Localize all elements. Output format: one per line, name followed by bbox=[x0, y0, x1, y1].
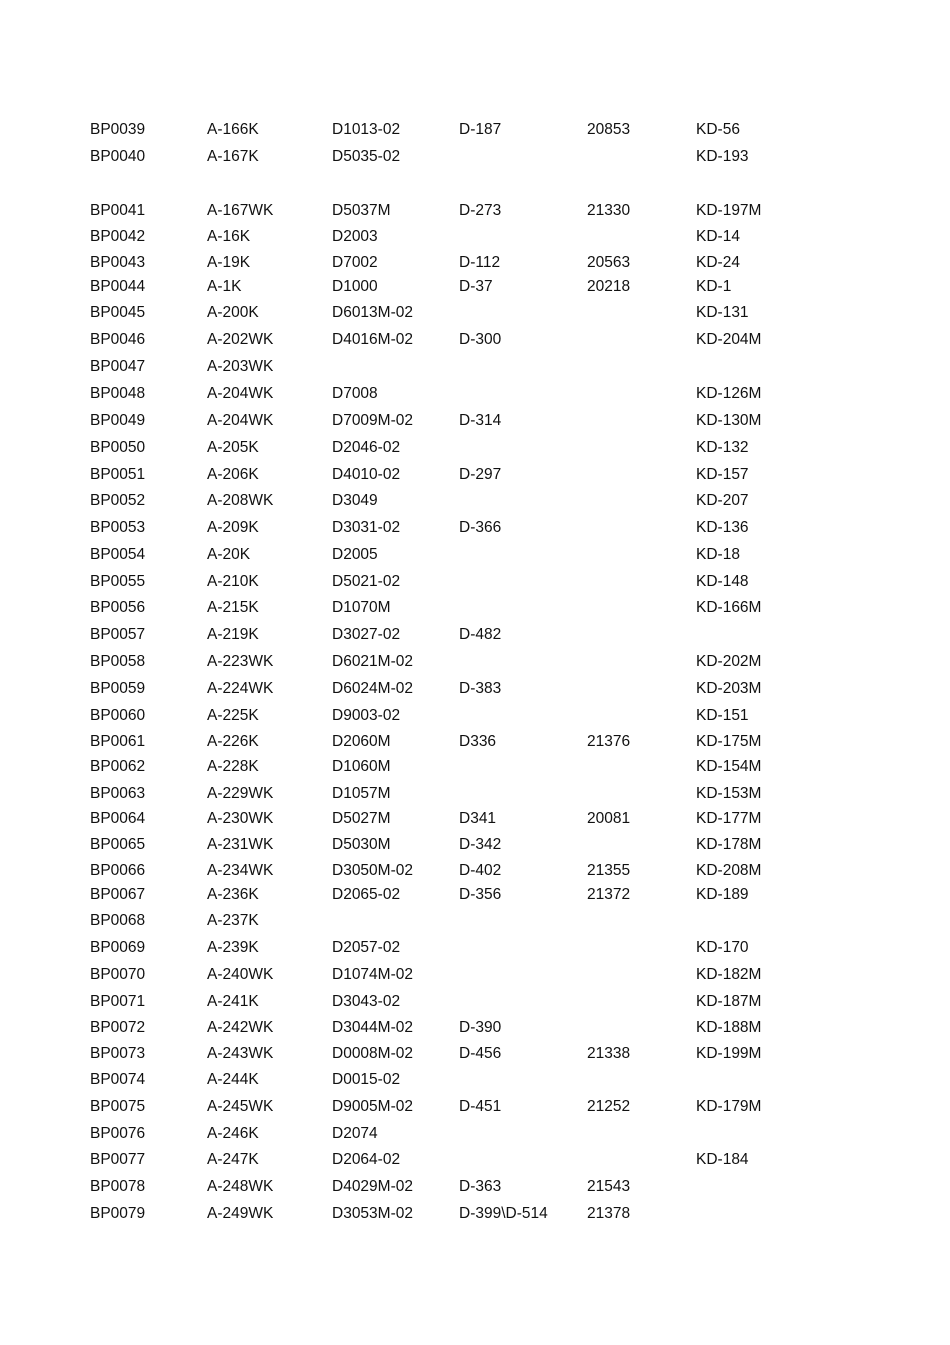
cell-d-code: D2074 bbox=[332, 1125, 378, 1142]
cell-part-number: BP0062 bbox=[90, 758, 146, 775]
cell-ref-number: 21543 bbox=[587, 1178, 631, 1195]
cell-part-number: BP0048 bbox=[90, 385, 146, 402]
cell-kd-code: KD-202M bbox=[696, 653, 762, 670]
cell-kd-code: KD-189 bbox=[696, 886, 749, 903]
table-row bbox=[0, 1123, 950, 1145]
table-row bbox=[0, 276, 950, 298]
cell-d-code: D7008 bbox=[332, 385, 378, 402]
cell-a-code: A-231WK bbox=[207, 836, 274, 853]
cell-a-code: A-202WK bbox=[207, 331, 274, 348]
cell-kd-code: KD-187M bbox=[696, 993, 762, 1010]
table-row bbox=[0, 119, 950, 141]
cell-d-code: D2060M bbox=[332, 733, 391, 750]
cell-kd-code: KD-126M bbox=[696, 385, 762, 402]
cell-a-code: A-248WK bbox=[207, 1178, 274, 1195]
cell-dash-code: D-451 bbox=[459, 1098, 502, 1115]
cell-d-code: D0008M-02 bbox=[332, 1045, 413, 1062]
cell-kd-code: KD-166M bbox=[696, 599, 762, 616]
table-row bbox=[0, 517, 950, 539]
cell-dash-code: D-342 bbox=[459, 836, 502, 853]
cell-dash-code: D-402 bbox=[459, 862, 502, 879]
cell-a-code: A-246K bbox=[207, 1125, 259, 1142]
cell-kd-code: KD-1 bbox=[696, 278, 732, 295]
table-row bbox=[0, 1069, 950, 1091]
cell-part-number: BP0054 bbox=[90, 546, 146, 563]
cell-d-code: D7009M-02 bbox=[332, 412, 413, 429]
table-row bbox=[0, 884, 950, 906]
cell-d-code: D3044M-02 bbox=[332, 1019, 413, 1036]
table-row bbox=[0, 490, 950, 512]
cell-a-code: A-209K bbox=[207, 519, 259, 536]
cell-a-code: A-226K bbox=[207, 733, 259, 750]
table-row bbox=[0, 991, 950, 1013]
cell-d-code: D1057M bbox=[332, 785, 391, 802]
table-row bbox=[0, 146, 950, 168]
cell-a-code: A-241K bbox=[207, 993, 259, 1010]
table-row bbox=[0, 597, 950, 619]
table-row bbox=[0, 1149, 950, 1171]
cell-dash-code: D336 bbox=[459, 733, 497, 750]
cell-d-code: D6021M-02 bbox=[332, 653, 413, 670]
cell-a-code: A-225K bbox=[207, 707, 259, 724]
cell-part-number: BP0051 bbox=[90, 466, 146, 483]
table-row bbox=[0, 200, 950, 222]
table-row bbox=[0, 910, 950, 932]
cell-d-code: D1000 bbox=[332, 278, 378, 295]
cell-a-code: A-245WK bbox=[207, 1098, 274, 1115]
cell-part-number: BP0046 bbox=[90, 331, 146, 348]
table-row bbox=[0, 624, 950, 646]
cell-a-code: A-239K bbox=[207, 939, 259, 956]
cell-a-code: A-200K bbox=[207, 304, 259, 321]
cell-kd-code: KD-204M bbox=[696, 331, 762, 348]
cell-part-number: BP0075 bbox=[90, 1098, 146, 1115]
cell-dash-code: D341 bbox=[459, 810, 497, 827]
cell-ref-number: 21378 bbox=[587, 1205, 631, 1222]
cell-part-number: BP0052 bbox=[90, 492, 146, 509]
cell-ref-number: 20853 bbox=[587, 121, 631, 138]
cell-dash-code: D-366 bbox=[459, 519, 502, 536]
cell-kd-code: KD-199M bbox=[696, 1045, 762, 1062]
cell-part-number: BP0053 bbox=[90, 519, 146, 536]
cell-a-code: A-219K bbox=[207, 626, 259, 643]
table-row bbox=[0, 410, 950, 432]
table-row bbox=[0, 651, 950, 673]
cell-part-number: BP0042 bbox=[90, 228, 146, 245]
cell-a-code: A-244K bbox=[207, 1071, 259, 1088]
table-row bbox=[0, 464, 950, 486]
cell-kd-code: KD-177M bbox=[696, 810, 762, 827]
cell-kd-code: KD-136 bbox=[696, 519, 749, 536]
table-row bbox=[0, 302, 950, 324]
cell-part-number: BP0060 bbox=[90, 707, 146, 724]
table-row bbox=[0, 437, 950, 459]
cell-a-code: A-243WK bbox=[207, 1045, 274, 1062]
cell-part-number: BP0039 bbox=[90, 121, 146, 138]
table-row bbox=[0, 1017, 950, 1039]
cell-part-number: BP0067 bbox=[90, 886, 146, 903]
table-row bbox=[0, 383, 950, 405]
cell-d-code: D9003-02 bbox=[332, 707, 401, 724]
cell-part-number: BP0045 bbox=[90, 304, 146, 321]
cell-kd-code: KD-130M bbox=[696, 412, 762, 429]
cell-dash-code: D-399\D-514 bbox=[459, 1205, 548, 1222]
cell-dash-code: D-383 bbox=[459, 680, 502, 697]
cell-a-code: A-204WK bbox=[207, 412, 274, 429]
table-row bbox=[0, 808, 950, 830]
table-row bbox=[0, 783, 950, 805]
cell-d-code: D2057-02 bbox=[332, 939, 401, 956]
cell-part-number: BP0072 bbox=[90, 1019, 146, 1036]
cell-a-code: A-208WK bbox=[207, 492, 274, 509]
cell-a-code: A-215K bbox=[207, 599, 259, 616]
cell-part-number: BP0066 bbox=[90, 862, 146, 879]
table-row bbox=[0, 356, 950, 378]
cell-d-code: D5037M bbox=[332, 202, 391, 219]
cell-a-code: A-166K bbox=[207, 121, 259, 138]
table-row bbox=[0, 964, 950, 986]
cell-part-number: BP0055 bbox=[90, 573, 146, 590]
table-row bbox=[0, 1176, 950, 1198]
cell-kd-code: KD-182M bbox=[696, 966, 762, 983]
cell-kd-code: KD-24 bbox=[696, 254, 740, 271]
cell-ref-number: 21355 bbox=[587, 862, 631, 879]
cell-kd-code: KD-157 bbox=[696, 466, 749, 483]
cell-dash-code: D-390 bbox=[459, 1019, 502, 1036]
cell-a-code: A-242WK bbox=[207, 1019, 274, 1036]
cell-kd-code: KD-14 bbox=[696, 228, 740, 245]
cell-kd-code: KD-207 bbox=[696, 492, 749, 509]
cell-dash-code: D-297 bbox=[459, 466, 502, 483]
cell-part-number: BP0044 bbox=[90, 278, 146, 295]
cell-kd-code: KD-179M bbox=[696, 1098, 762, 1115]
cell-a-code: A-203WK bbox=[207, 358, 274, 375]
cell-dash-code: D-37 bbox=[459, 278, 493, 295]
cell-a-code: A-205K bbox=[207, 439, 259, 456]
cell-a-code: A-210K bbox=[207, 573, 259, 590]
cell-a-code: A-167WK bbox=[207, 202, 274, 219]
cell-d-code: D4010-02 bbox=[332, 466, 401, 483]
cell-part-number: BP0049 bbox=[90, 412, 146, 429]
table-row bbox=[0, 1096, 950, 1118]
cell-kd-code: KD-151 bbox=[696, 707, 749, 724]
cell-dash-code: D-482 bbox=[459, 626, 502, 643]
cell-d-code: D5035-02 bbox=[332, 148, 401, 165]
cell-d-code: D2065-02 bbox=[332, 886, 401, 903]
cell-d-code: D5030M bbox=[332, 836, 391, 853]
cell-part-number: BP0077 bbox=[90, 1151, 146, 1168]
cell-part-number: BP0065 bbox=[90, 836, 146, 853]
cell-kd-code: KD-193 bbox=[696, 148, 749, 165]
cell-dash-code: D-112 bbox=[459, 254, 501, 271]
cell-dash-code: D-363 bbox=[459, 1178, 502, 1195]
cell-kd-code: KD-197M bbox=[696, 202, 762, 219]
cell-d-code: D1013-02 bbox=[332, 121, 401, 138]
cell-part-number: BP0041 bbox=[90, 202, 146, 219]
cell-kd-code: KD-132 bbox=[696, 439, 749, 456]
cell-d-code: D6013M-02 bbox=[332, 304, 413, 321]
cell-d-code: D2005 bbox=[332, 546, 378, 563]
cell-d-code: D1070M bbox=[332, 599, 391, 616]
cell-d-code: D0015-02 bbox=[332, 1071, 401, 1088]
cell-ref-number: 21376 bbox=[587, 733, 631, 750]
cell-part-number: BP0047 bbox=[90, 358, 146, 375]
cell-kd-code: KD-203M bbox=[696, 680, 762, 697]
cell-part-number: BP0061 bbox=[90, 733, 146, 750]
cell-a-code: A-237K bbox=[207, 912, 259, 929]
cell-a-code: A-247K bbox=[207, 1151, 259, 1168]
cell-part-number: BP0069 bbox=[90, 939, 146, 956]
cell-d-code: D2046-02 bbox=[332, 439, 401, 456]
cell-a-code: A-20K bbox=[207, 546, 251, 563]
cell-part-number: BP0068 bbox=[90, 912, 146, 929]
cell-part-number: BP0043 bbox=[90, 254, 146, 271]
cell-a-code: A-16K bbox=[207, 228, 251, 245]
cell-d-code: D5027M bbox=[332, 810, 391, 827]
cell-kd-code: KD-148 bbox=[696, 573, 749, 590]
cell-part-number: BP0040 bbox=[90, 148, 146, 165]
table-row bbox=[0, 860, 950, 882]
cell-a-code: A-230WK bbox=[207, 810, 274, 827]
table-row bbox=[0, 705, 950, 727]
cell-a-code: A-228K bbox=[207, 758, 259, 775]
cell-ref-number: 20218 bbox=[587, 278, 631, 295]
cell-ref-number: 21338 bbox=[587, 1045, 631, 1062]
cell-a-code: A-229WK bbox=[207, 785, 274, 802]
cell-d-code: D5021-02 bbox=[332, 573, 401, 590]
cell-a-code: A-240WK bbox=[207, 966, 274, 983]
cell-d-code: D9005M-02 bbox=[332, 1098, 413, 1115]
table-row bbox=[0, 731, 950, 753]
cell-d-code: D3053M-02 bbox=[332, 1205, 413, 1222]
cell-a-code: A-206K bbox=[207, 466, 259, 483]
cell-kd-code: KD-131 bbox=[696, 304, 749, 321]
cell-kd-code: KD-170 bbox=[696, 939, 749, 956]
cell-d-code: D1074M-02 bbox=[332, 966, 413, 983]
table-row bbox=[0, 544, 950, 566]
cell-kd-code: KD-56 bbox=[696, 121, 740, 138]
cell-d-code: D1060M bbox=[332, 758, 391, 775]
cell-part-number: BP0064 bbox=[90, 810, 146, 827]
cell-ref-number: 21252 bbox=[587, 1098, 631, 1115]
cell-kd-code: KD-18 bbox=[696, 546, 740, 563]
cell-d-code: D3027-02 bbox=[332, 626, 401, 643]
table-row bbox=[0, 252, 950, 274]
cell-kd-code: KD-184 bbox=[696, 1151, 749, 1168]
cell-part-number: BP0050 bbox=[90, 439, 146, 456]
cell-a-code: A-1K bbox=[207, 278, 242, 295]
cell-part-number: BP0063 bbox=[90, 785, 146, 802]
cell-kd-code: KD-188M bbox=[696, 1019, 762, 1036]
cell-part-number: BP0058 bbox=[90, 653, 146, 670]
cell-part-number: BP0076 bbox=[90, 1125, 146, 1142]
table-row bbox=[0, 571, 950, 593]
cell-part-number: BP0059 bbox=[90, 680, 146, 697]
cell-dash-code: D-456 bbox=[459, 1045, 502, 1062]
cell-part-number: BP0079 bbox=[90, 1205, 146, 1222]
table-row bbox=[0, 226, 950, 248]
table-row bbox=[0, 329, 950, 351]
cell-dash-code: D-273 bbox=[459, 202, 502, 219]
table-row bbox=[0, 756, 950, 778]
table-row bbox=[0, 834, 950, 856]
cell-kd-code: KD-208M bbox=[696, 862, 762, 879]
cell-d-code: D4029M-02 bbox=[332, 1178, 413, 1195]
cell-ref-number: 20563 bbox=[587, 254, 631, 271]
cell-a-code: A-223WK bbox=[207, 653, 274, 670]
cell-dash-code: D-187 bbox=[459, 121, 502, 138]
cell-a-code: A-236K bbox=[207, 886, 259, 903]
cell-d-code: D4016M-02 bbox=[332, 331, 413, 348]
cell-dash-code: D-300 bbox=[459, 331, 502, 348]
cell-ref-number: 21330 bbox=[587, 202, 631, 219]
cell-kd-code: KD-153M bbox=[696, 785, 762, 802]
cell-a-code: A-234WK bbox=[207, 862, 274, 879]
table-row bbox=[0, 678, 950, 700]
cell-d-code: D6024M-02 bbox=[332, 680, 413, 697]
cell-a-code: A-19K bbox=[207, 254, 251, 271]
cell-ref-number: 20081 bbox=[587, 810, 631, 827]
cell-a-code: A-167K bbox=[207, 148, 259, 165]
cell-d-code: D3050M-02 bbox=[332, 862, 413, 879]
cell-part-number: BP0056 bbox=[90, 599, 146, 616]
cell-dash-code: D-356 bbox=[459, 886, 502, 903]
cell-d-code: D3049 bbox=[332, 492, 378, 509]
cell-a-code: A-224WK bbox=[207, 680, 274, 697]
cell-d-code: D7002 bbox=[332, 254, 378, 271]
cell-part-number: BP0057 bbox=[90, 626, 146, 643]
cell-d-code: D3043-02 bbox=[332, 993, 401, 1010]
cell-d-code: D3031-02 bbox=[332, 519, 401, 536]
cell-d-code: D2064-02 bbox=[332, 1151, 401, 1168]
cell-kd-code: KD-175M bbox=[696, 733, 762, 750]
cell-a-code: A-204WK bbox=[207, 385, 274, 402]
cell-dash-code: D-314 bbox=[459, 412, 502, 429]
cell-a-code: A-249WK bbox=[207, 1205, 274, 1222]
table-row bbox=[0, 937, 950, 959]
cell-part-number: BP0078 bbox=[90, 1178, 146, 1195]
cell-part-number: BP0070 bbox=[90, 966, 146, 983]
cell-part-number: BP0071 bbox=[90, 993, 146, 1010]
table-row bbox=[0, 1043, 950, 1065]
cell-kd-code: KD-178M bbox=[696, 836, 762, 853]
cell-part-number: BP0074 bbox=[90, 1071, 146, 1088]
cell-kd-code: KD-154M bbox=[696, 758, 762, 775]
cell-part-number: BP0073 bbox=[90, 1045, 146, 1062]
cell-d-code: D2003 bbox=[332, 228, 378, 245]
cell-ref-number: 21372 bbox=[587, 886, 631, 903]
table-row bbox=[0, 1203, 950, 1225]
